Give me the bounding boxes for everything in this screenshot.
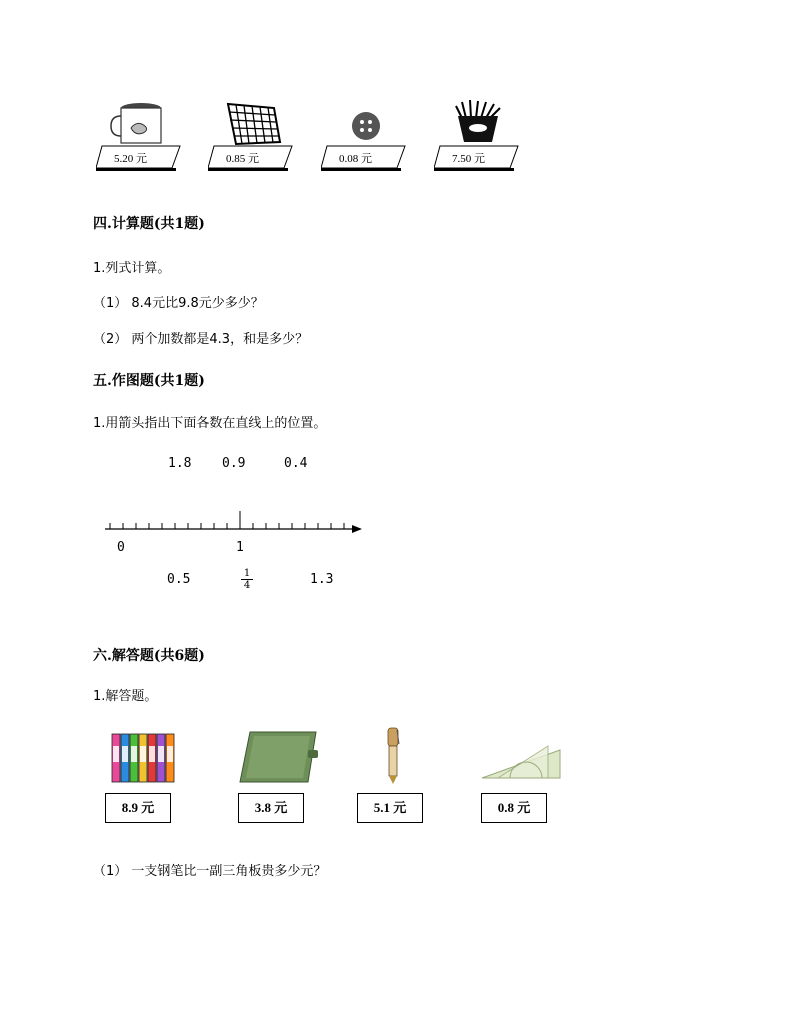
bottom-number-1: 0.5 — [167, 572, 191, 587]
price-box-notebook: 3.8 元 — [238, 793, 304, 823]
pen-icon — [383, 726, 403, 786]
top-item-1 — [96, 98, 186, 173]
price-box-markers: 8.9 元 — [105, 793, 171, 823]
fraction-denominator: 4 — [243, 580, 251, 591]
axis-label-1: 1 — [236, 540, 244, 555]
notebook-icon — [238, 730, 320, 785]
section4-heading: 四.计算题(共1题) — [93, 216, 205, 232]
top-price-3: 0.08 元 — [339, 153, 372, 165]
bottom-number-2: 1.3 — [310, 572, 334, 587]
top-item-4 — [434, 98, 524, 173]
section6-sub-1: （1） 一支钢笔比一副三角板贵多少元？ — [93, 864, 327, 879]
top-price-1: 5.20 元 — [114, 153, 147, 165]
price-box-triangle-ruler: 0.8 元 — [481, 793, 547, 823]
top-item-3 — [321, 98, 411, 173]
section4-question-1: 1.列式计算。 — [93, 261, 171, 276]
top-price-4: 7.50 元 — [452, 153, 485, 165]
section6-heading: 六.解答题(共6题) — [93, 648, 205, 664]
fraction-one-quarter — [241, 568, 253, 591]
section4-sub-2: （2） 两个加数都是4.3，和是多少？ — [93, 332, 309, 347]
section4-sub-1: （1） 8.4元比9.8元少多少？ — [93, 296, 264, 311]
number-line-svg — [100, 505, 365, 535]
top-number-3: 0.4 — [284, 456, 308, 471]
markers-icon — [108, 728, 178, 786]
section6-question-1: 1.解答题。 — [93, 689, 158, 704]
section5-heading: 五.作图题(共1题) — [93, 373, 205, 389]
section5-question-1: 1.用箭头指出下面各数在直线上的位置。 — [93, 416, 327, 431]
top-price-2: 0.85 元 — [226, 153, 259, 165]
top-item-2 — [208, 98, 298, 173]
top-number-2: 0.9 — [222, 456, 246, 471]
triangle-ruler-icon — [478, 742, 564, 782]
top-number-1: 1.8 — [168, 456, 192, 471]
axis-label-0: 0 — [117, 540, 125, 555]
number-line — [100, 505, 365, 535]
price-box-pen: 5.1 元 — [357, 793, 423, 823]
fraction-numerator: 1 — [241, 568, 253, 580]
